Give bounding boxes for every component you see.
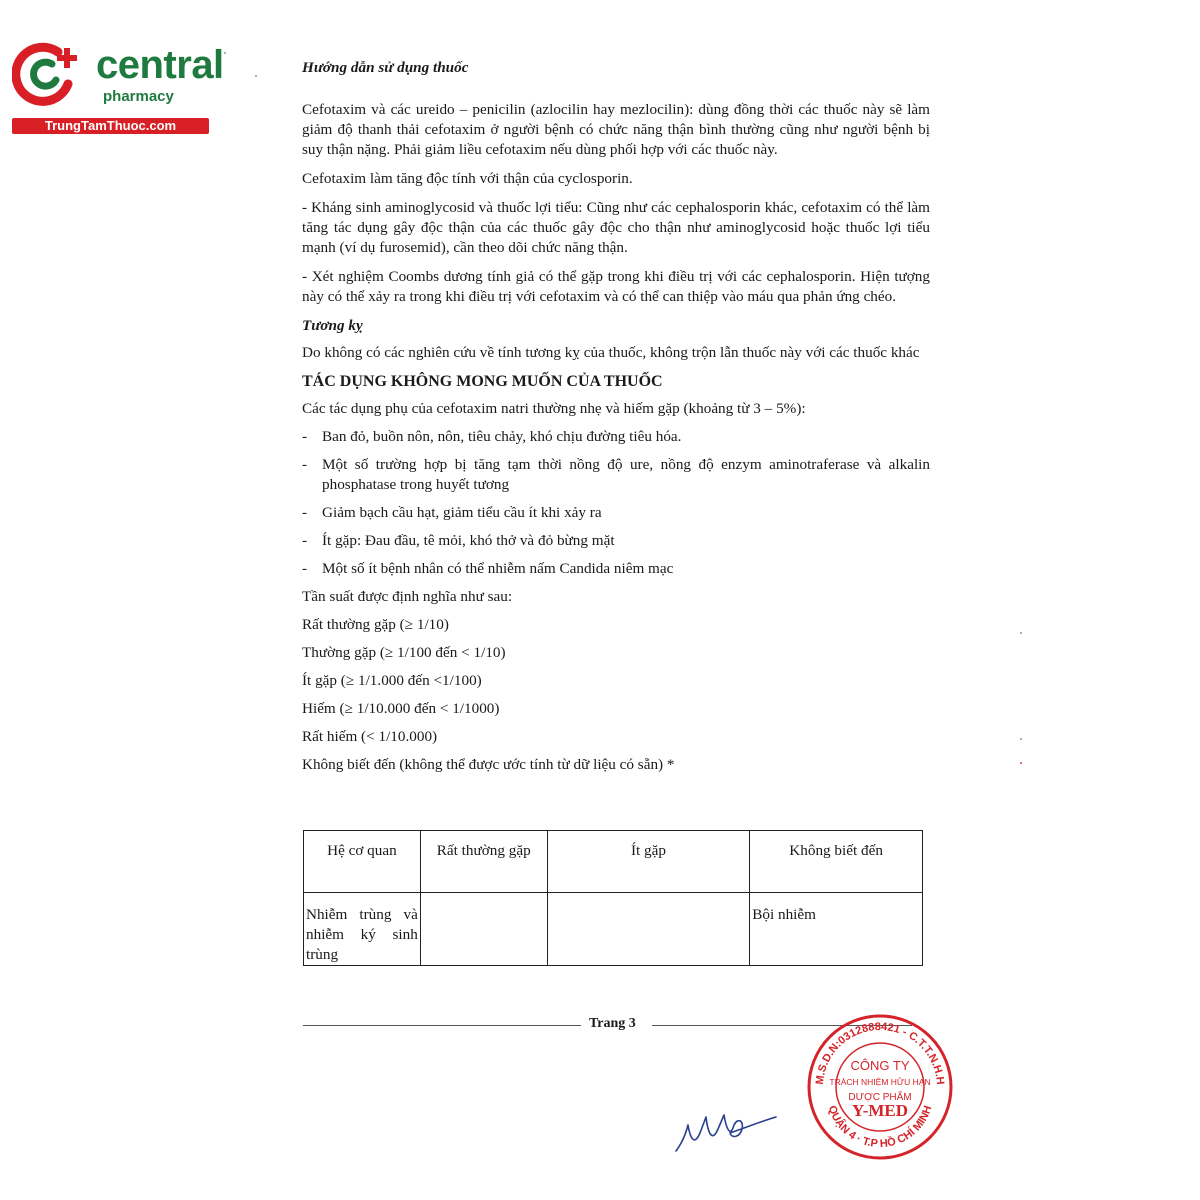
side-effect-text: Một số trường hợp bị tăng tạm thời nồng độ ure, nồng độ enzym aminotraferase và alkalin phosphatase trong huyết tương bbox=[322, 456, 930, 493]
usage-paragraph: Cefotaxim làm tăng độc tính với thận của cyclosporin. bbox=[302, 170, 633, 187]
frequency-line: Rất hiếm (< 1/10.000) bbox=[302, 728, 438, 745]
scan-speck bbox=[224, 52, 226, 54]
frequency-line: Thường gặp (≥ 1/100 đến < 1/10) bbox=[302, 644, 506, 661]
frequency-line: Không biết đến (không thể được ước tính từ dữ liệu có sẵn) * bbox=[302, 756, 675, 773]
side-effect-text: Ban đỏ, buồn nôn, nôn, tiêu chảy, khó chịu đường tiêu hóa. bbox=[322, 428, 682, 445]
pharmacy-cross-icon bbox=[12, 40, 82, 106]
table-header-cell: Ít gặp bbox=[547, 831, 750, 893]
stamp-ring-top: M.S.D.N:0312888421 - C.T.T.N.H.H bbox=[813, 1020, 947, 1086]
page-number: Trang 3 bbox=[589, 1016, 636, 1031]
brand-logo bbox=[12, 38, 224, 138]
frequency-line: Ít gặp (≥ 1/1.000 đến <1/100) bbox=[302, 672, 482, 689]
table-cell bbox=[420, 893, 547, 966]
side-effect-item: - Ít gặp: Đau đầu, tê mỏi, khó thở và đỏ bừng mặt bbox=[302, 531, 930, 551]
scan-speck bbox=[255, 75, 257, 77]
usage-paragraph: - Kháng sinh aminoglycosid và thuốc lợi tiểu: Cũng như các cephalosporin khác, cefotaxim có thể làm tăng tác dụng gây độc thận của các thuốc gây độc cho thận như aminoglycosid hoặc thuốc lợi tiểu mạnh (ví dụ furosemid), cần theo dõi chức năng thận. bbox=[302, 199, 930, 256]
incompatibility-text: Do không có các nghiên cứu về tính tương kỵ của thuốc, không trộn lẫn thuốc này với các thuốc khác bbox=[302, 344, 920, 361]
table-cell: Bội nhiễm bbox=[750, 893, 923, 966]
logo-name: central bbox=[96, 43, 224, 87]
footer-rule-left bbox=[303, 1025, 581, 1026]
stamp-line: TRÁCH NHIỆM HỮU HẠN bbox=[829, 1077, 931, 1087]
stamp-ring-bottom: QUẬN 4 · T.P HỒ CHÍ MINH bbox=[825, 1104, 935, 1151]
table-header-cell: Hệ cơ quan bbox=[304, 831, 421, 893]
handwritten-signature bbox=[672, 1103, 782, 1158]
table-header-row bbox=[304, 831, 923, 893]
frequency-intro: Tần suất được định nghĩa như sau: bbox=[302, 588, 513, 605]
usage-paragraph: Cefotaxim và các ureido – penicilin (azlocilin hay mezlocilin): dùng đồng thời các thuốc này sẽ làm giảm độ thanh thải cefotaxim ở người bệnh có chức năng thận bình thường cũng như người bệnh bị suy thận nặng. Phải giảm liều cefotaxim nếu dùng phối hợp với các thuốc này. bbox=[302, 101, 930, 158]
side-effect-item: - Ban đỏ, buồn nôn, nôn, tiêu chảy, khó chịu đường tiêu hóa. bbox=[302, 427, 930, 447]
document-body bbox=[302, 56, 930, 775]
logo-subtitle: pharmacy bbox=[103, 88, 174, 105]
side-effects-heading: TÁC DỤNG KHÔNG MONG MUỐN CỦA THUỐC bbox=[302, 373, 663, 390]
side-effect-item: - Một số ít bệnh nhân có thể nhiễm nấm Candida niêm mạc bbox=[302, 559, 930, 579]
table-cell: Nhiễm trùng và nhiễm ký sinh trùng bbox=[304, 893, 421, 966]
company-stamp bbox=[805, 1012, 955, 1162]
frequency-line: Rất thường gặp (≥ 1/10) bbox=[302, 616, 449, 633]
scan-speck bbox=[1020, 762, 1022, 764]
stamp-ring-text bbox=[814, 1021, 946, 1085]
incompatibility-title: Tương kỵ bbox=[302, 317, 363, 334]
side-effect-item: - Giảm bạch cầu hạt, giảm tiểu cầu ít khi xảy ra bbox=[302, 503, 930, 523]
logo-url-banner: TrungTamThuoc.com bbox=[12, 118, 209, 134]
side-effect-text: Ít gặp: Đau đầu, tê mỏi, khó thở và đỏ bừng mặt bbox=[322, 532, 615, 549]
stamp-line: CÔNG TY bbox=[850, 1058, 910, 1073]
table-header-cell: Không biết đến bbox=[750, 831, 923, 893]
frequency-line: Hiếm (≥ 1/10.000 đến < 1/1000) bbox=[302, 700, 500, 717]
side-effect-text: Một số ít bệnh nhân có thể nhiễm nấm Candida niêm mạc bbox=[322, 560, 674, 577]
side-effect-text: Giảm bạch cầu hạt, giảm tiểu cầu ít khi xảy ra bbox=[322, 504, 602, 521]
scan-speck bbox=[1020, 738, 1022, 740]
usage-paragraph: - Xét nghiệm Coombs dương tính giả có thể gặp trong khi điều trị với các cephalosporin. Hiện tượng này có thể xảy ra trong khi điều trị với cefotaxim và có thể can thiệp vào máu qua phản ứng chéo. bbox=[302, 268, 930, 305]
stamp-line: DƯỢC PHẨM bbox=[848, 1092, 912, 1103]
table-header-cell: Rất thường gặp bbox=[420, 831, 547, 893]
side-effects-table bbox=[303, 830, 923, 966]
usage-section-title: Hướng dẫn sử dụng thuốc bbox=[302, 59, 469, 76]
table-row bbox=[304, 893, 923, 966]
side-effects-intro: Các tác dụng phụ của cefotaxim natri thường nhẹ và hiếm gặp (khoảng từ 3 – 5%): bbox=[302, 400, 806, 417]
side-effect-item: - Một số trường hợp bị tăng tạm thời nồng độ ure, nồng độ enzym aminotraferase và alkalin phosphatase trong huyết tương bbox=[302, 456, 930, 493]
scan-speck bbox=[1020, 632, 1022, 634]
table-cell bbox=[547, 893, 750, 966]
stamp-company-name: Y-MED bbox=[851, 1101, 909, 1120]
